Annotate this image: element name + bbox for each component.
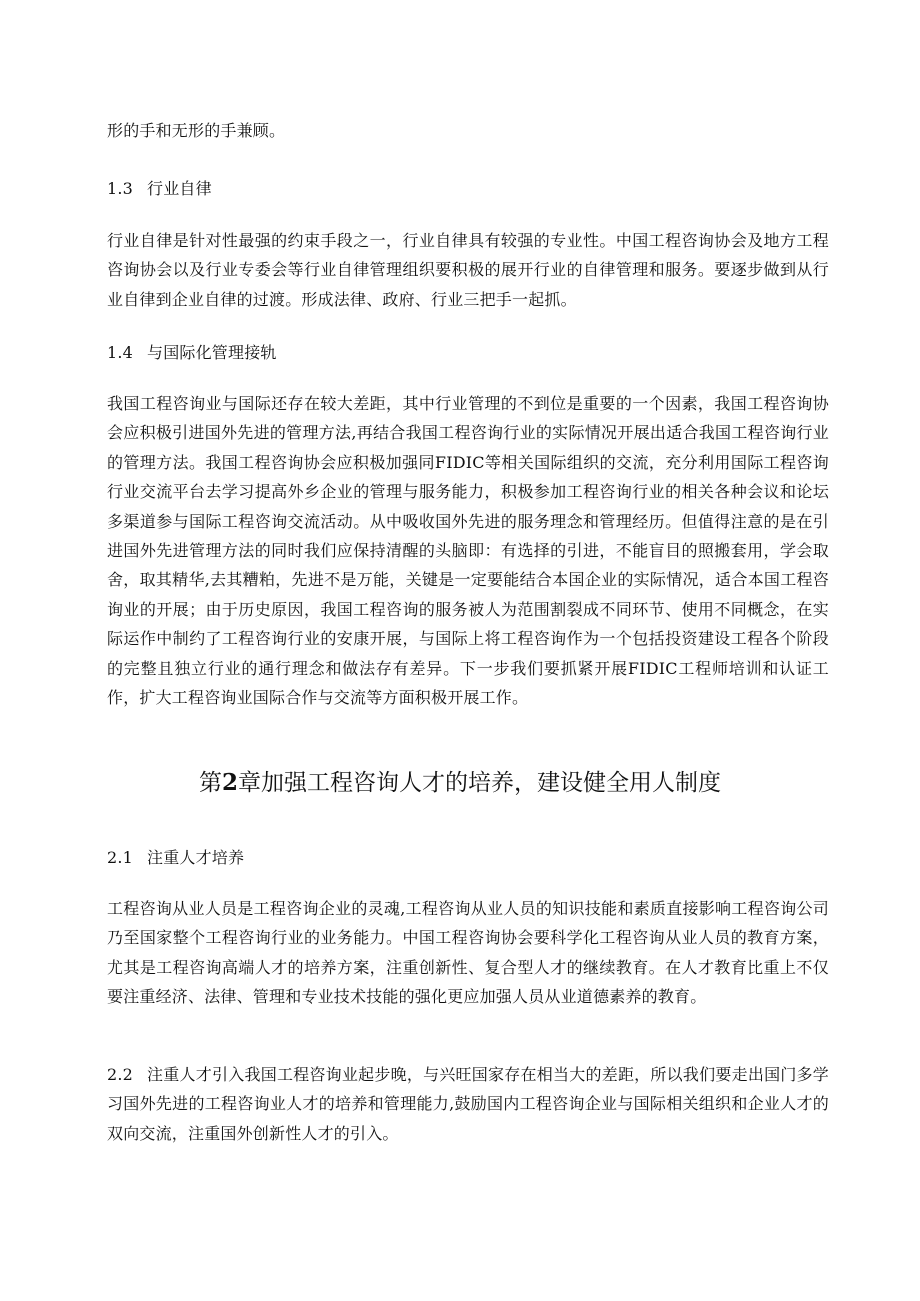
section-heading-2-1 [107, 847, 829, 869]
section-2-2-paragraph [107, 1060, 829, 1148]
continuation-paragraph: 形的手和无形的手兼顾。 [107, 121, 286, 140]
section-title: 行业自律 [147, 179, 212, 198]
section-title: 与国际化管理接轨 [147, 343, 277, 362]
chapter-number: 2 [221, 769, 238, 796]
section-1-4-paragraph: 我国工程咨询业与国际还存在较大差距，其中行业管理的不到位是重要的一个因素，我国工程咨询协会应积极引进国外先进的管理方法,再结合我国工程咨询行业的实际情况开展出适合我国工程咨询行业的管理方法。我国工程咨询协会应积极加强同FIDIC等相关国际组织的交流，充分利用国际工程咨询行业交流平台去学习提高外乡企业的管理与服务能力，积极参加工程咨询行业的相关各种会议和论坛多渠道参与国际工程咨询交流活动。从中吸收国外先进的服务理念和管理经历。但值得注意的是在引进国外先进管理方法的同时我们应保持清醒的头脑即：有选择的引进，不能盲目的照搬套用，学会取舍，取其精华,去其糟粕，先进不是万能，关键是一定要能结合本国企业的实际情况，适合本国工程咨询业的开展；由于历史原因，我国工程咨询的服务被人为范围割裂成不同环节、使用不同概念，在实际运作中制约了工程咨询行业的安康开展，与国际上将工程咨询作为一个包括投资建设工程各个阶段的完整且独立行业的通行理念和做法存有差异。下一步我们要抓紧开展FIDIC工程师培训和认证工作，扩大工程咨询业国际合作与交流等方面积极开展工作。 [107, 394, 829, 708]
chapter-prefix: 第 [198, 770, 222, 796]
chapter-heading [60, 768, 860, 798]
section-number: 2.2 [107, 1065, 134, 1084]
section-number: 1.3 [107, 179, 134, 198]
section-2-1-paragraph: 工程咨询从业人员是工程咨询企业的灵魂,工程咨询从业人员的知识技能和素质直接影响工程咨询公司乃至国家整个工程咨询行业的业务能力。中国工程咨询协会要科学化工程咨询从业人员的教育方案，尤其是工程咨询高端人才的培养方案，注重创新性、复合型人才的继续教育。在人才教育比重上不仅要注重经济、法律、管理和专业技术技能的强化更应加强人员从业道德素养的教育。 [107, 899, 829, 1007]
section-title: 注重人才培养 [147, 848, 245, 867]
section-number: 1.4 [107, 343, 134, 362]
chapter-title: 章加强工程咨询人才的培养，建设健全用人制度 [238, 770, 721, 796]
section-heading-1-3 [107, 178, 829, 200]
section-title: 注重人才引入 [147, 1065, 245, 1084]
section-body: 我国工程咨询业起步晚，与兴旺国家存在相当大的差距，所以我们要走出国门多学习国外先进的工程咨询业人才的培养和管理能力,鼓励国内工程咨询企业与国际相关组织和企业人才的双向交流，注重国外创新性人才的引入。 [107, 1065, 829, 1143]
section-1-3-paragraph: 行业自律是针对性最强的约束手段之一，行业自律具有较强的专业性。中国工程咨询协会及地方工程咨询协会以及行业专委会等行业自律管理组织要积极的展开行业的自律管理和服务。要逐步做到从行业自律到企业自律的过渡。形成法律、政府、行业三把手一起抓。 [107, 231, 829, 309]
section-heading-1-4 [107, 342, 829, 364]
section-number: 2.1 [107, 848, 134, 867]
